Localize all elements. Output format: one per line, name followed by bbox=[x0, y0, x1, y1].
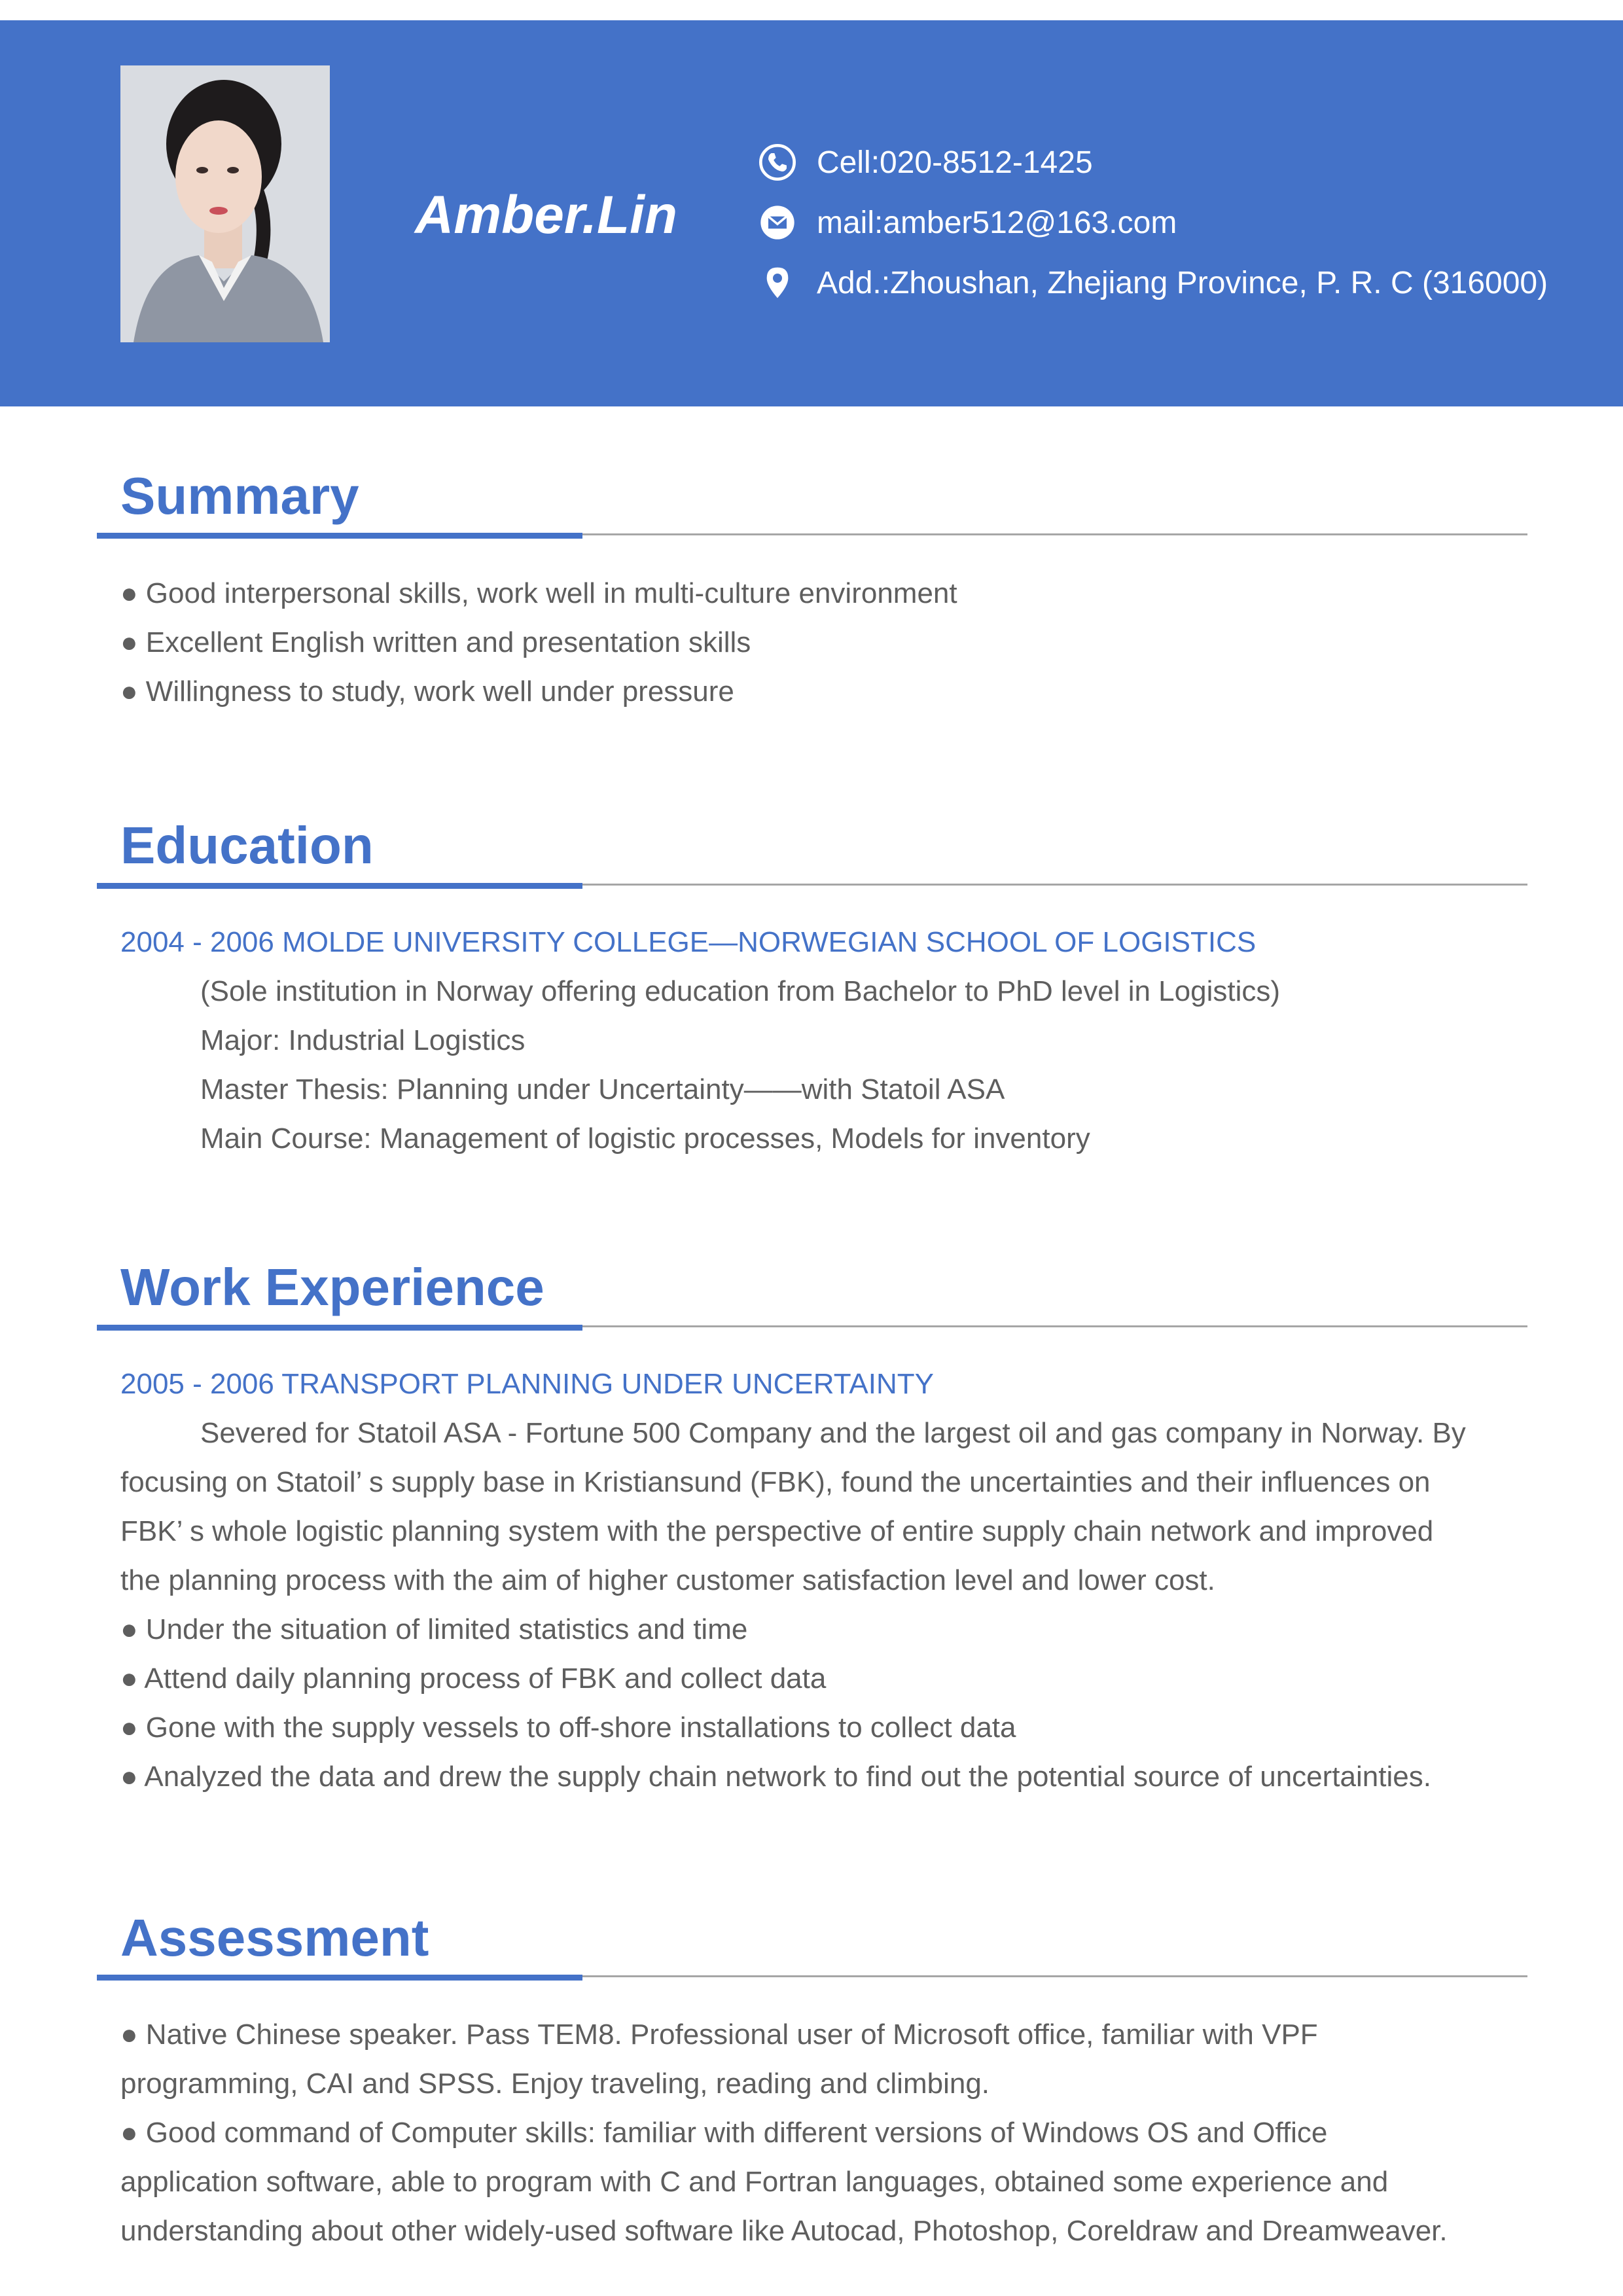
education-line: Major: Industrial Logistics bbox=[200, 1024, 526, 1056]
assessment-line: application software, able to program with C and Fortran languages, obtained some experience and bbox=[120, 2166, 1389, 2198]
work-title: Work Experience bbox=[120, 1258, 544, 1316]
contact-address bbox=[759, 260, 1548, 306]
summary-item: ● Excellent English written and presentation skills bbox=[120, 626, 751, 658]
summary-title: Summary bbox=[120, 467, 359, 525]
summary-item: ● Willingness to study, work well under pressure bbox=[120, 675, 734, 708]
assessment-accent-bar bbox=[97, 1975, 582, 1981]
phone-icon bbox=[759, 144, 796, 181]
work-paragraph-line: FBK’ s whole logistic planning system with the perspective of entire supply chain network and improved bbox=[120, 1515, 1434, 1547]
assessment-title: Assessment bbox=[120, 1909, 429, 1967]
contact-phone-text: Cell:020-8512-1425 bbox=[817, 145, 1093, 180]
contact-address-text: Add.:Zhoushan, Zhejiang Province, P. R. C (316000) bbox=[817, 265, 1548, 300]
work-item: ● Analyzed the data and drew the supply chain network to find out the potential source of uncertainties. bbox=[120, 1761, 1431, 1793]
candidate-name: Amber.Lin bbox=[415, 185, 677, 245]
work-item: ● Under the situation of limited statistics and time bbox=[120, 1613, 748, 1645]
assessment-line: ● Good command of Computer skills: familiar with different versions of Windows OS and Office bbox=[120, 2117, 1328, 2149]
assessment-line: programming, CAI and SPSS. Enjoy traveling, reading and climbing. bbox=[120, 2068, 990, 2100]
work-item: ● Attend daily planning process of FBK and collect data bbox=[120, 1662, 827, 1695]
education-accent-bar bbox=[97, 883, 582, 889]
work-paragraph-line: Severed for Statoil ASA - Fortune 500 Company and the largest oil and gas company in Norway. By bbox=[200, 1417, 1466, 1449]
work-paragraph-line: the planning process with the aim of higher customer satisfaction level and lower cost. bbox=[120, 1564, 1215, 1596]
education-line: Master Thesis: Planning under Uncertainty——with Statoil ASA bbox=[200, 1073, 1005, 1105]
summary-item: ● Good interpersonal skills, work well in multi-culture environment bbox=[120, 577, 957, 609]
assessment-line: ● Native Chinese speaker. Pass TEM8. Professional user of Microsoft office, familiar with VPF bbox=[120, 2018, 1318, 2051]
assessment-line: understanding about other widely-used software like Autocad, Photoshop, Coreldraw and Dreamweaver. bbox=[120, 2215, 1448, 2247]
contact-email-text: mail:amber512@163.com bbox=[817, 205, 1177, 240]
education-line: Main Course: Management of logistic processes, Models for inventory bbox=[200, 1122, 1090, 1155]
contact-email bbox=[759, 200, 1177, 245]
work-heading: 2005 - 2006 TRANSPORT PLANNING UNDER UNCERTAINTY bbox=[120, 1368, 934, 1400]
education-title: Education bbox=[120, 816, 374, 874]
work-accent-bar bbox=[97, 1325, 582, 1331]
work-paragraph-line: focusing on Statoil’ s supply base in Kristiansund (FBK), found the uncertainties and their influences on bbox=[120, 1466, 1431, 1498]
work-item: ● Gone with the supply vessels to off-shore installations to collect data bbox=[120, 1712, 1016, 1744]
education-heading: 2004 - 2006 MOLDE UNIVERSITY COLLEGE—NORWEGIAN SCHOOL OF LOGISTICS bbox=[120, 926, 1257, 958]
location-pin-icon bbox=[759, 264, 796, 301]
contact-phone bbox=[759, 139, 1093, 185]
profile-photo bbox=[120, 65, 330, 342]
mail-icon bbox=[759, 204, 796, 241]
education-line: (Sole institution in Norway offering education from Bachelor to PhD level in Logistics) bbox=[200, 975, 1280, 1007]
summary-accent-bar bbox=[97, 533, 582, 539]
